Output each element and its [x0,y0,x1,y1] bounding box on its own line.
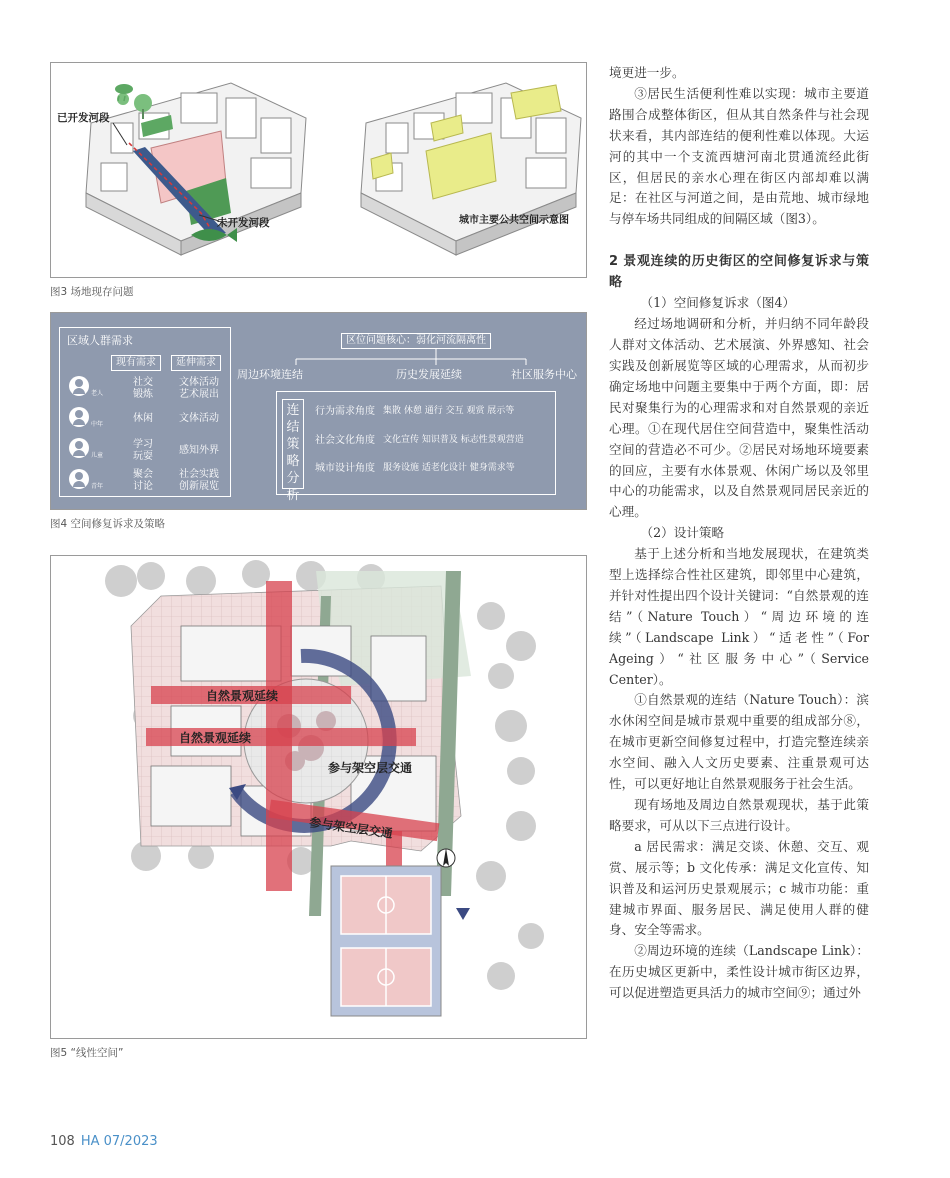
fig4-row2-age: 中年 [91,421,104,428]
paragraph-5: 现有场地及周边自然景观现状，基于此策略要求，可从以下三点进行设计。 [609,797,869,833]
paragraph-2: 经过场地调研和分析，并归纳不同年龄段人群对文体活动、艺术展演、外界感知、社会实践及创新展览等区域的心理需求，从而初步确定场地中问题主要集中于两个方面，即：居民对聚集行为的心理需求和对自然景观的亲近心理。①在现代居住空间营造中，聚集性活动空间的营造必不可少。②居民对场地环境要素的回应，主要有水体景观、休闲广场以及邻里中心的功能需求，以及自然景观同居民亲近的心理。 [609,316,869,520]
fig4-core-title: 区位问题核心：弱化河流隔离性 [341,333,491,349]
fig4-row1-age: 老人 [91,390,104,397]
fig5-label-elevated-1: 参与架空层交通 [328,761,413,775]
page-footer [50,1134,158,1149]
fig5-label-nature-1: 自然景观延续 [206,689,279,703]
figure-4 [50,312,587,510]
fig3-illustration [51,63,587,278]
fig3-label-undeveloped: 未开发河段 [217,217,270,229]
fig3-label-public-space: 城市主要公共空间示意图 [459,215,569,226]
fig4-strategy-2-items: 文化宣传 知识普及 标志性景观营造 [383,435,524,445]
fig4-row4-age: 青年 [91,483,104,490]
fig4-branch-2: 历史发展延续 [396,368,462,381]
figure-5 [50,555,587,1039]
journal-issue: HA 07/2023 [80,1134,158,1149]
fig3-left-block [86,83,306,255]
subsection-1-heading: （1）空间修复诉求（图4） [640,295,796,311]
fig5-label-elevated-2: 参与架空层交通 [308,815,394,841]
fig5-label-nature-2: 自然景观延续 [179,731,252,745]
paragraph-6: a 居民需求：满足交谈、休憩、交互、观赏、展示等；b 文化传承：满足文化宣传、知识普及和运河历史景观展示；c 城市功能：重建城市界面、服务居民、满足使用人群的健身、安全等需求。 [609,838,869,938]
fig4-row3-age: 儿童 [91,452,104,459]
fig5-plan [51,556,587,1039]
subsection-2-heading: （2）设计策略 [640,525,725,541]
fig4-row3-extended: 感知外界 [179,445,219,456]
fig4-branch-1: 周边环境连结 [237,368,303,381]
section-2-heading: 2 景观连续的历史街区的空间修复诉求与策略 [609,254,869,291]
figure-3 [50,62,587,278]
fig4-row4-extended: 社会实践 创新展览 [179,469,219,492]
fig4-col-extended: 延伸需求 [171,355,221,371]
fig4-strategy-1-angle: 行为需求角度 [315,406,375,417]
fig3-caption: 图3 场地现存问题 [50,286,134,298]
fig4-row1-extended: 文体活动 艺术展出 [179,377,219,400]
fig5-caption: 图5 “线性空间” [50,1047,124,1059]
paragraph-4: ①自然景观的连结（Nature Touch）：滨水休闲空间是城市景观中重要的组成部分⑧，在城市更新空间修复过程中，打造完整连续亲水空间、融入人文历史要素、注重景观可达性，可以更好地让自然景观服务于社会生活。 [609,692,869,792]
fig3-label-developed: 已开发河段 [57,112,110,124]
fig4-strategy-2-angle: 社会文化角度 [315,435,375,446]
fig4-strategy-1-items: 集散 休憩 通行 交互 观赏 展示等 [383,406,515,416]
paragraph-1: ③居民生活便利性难以实现：城市主要道路围合成整体街区，但从其自然条件与社会现状来看，其内部连结的便利性难以体现。大运河的其中一个支流西塘河南北贯通流经此街区，但居民的亲水心理在街区内部却难以满足：在社区与河道之间，是由荒地、城市绿地与停车场共同组成的间隔区域（图3）。 [609,85,869,227]
fig4-strategy-label: 连结策略分析 [286,403,300,503]
fig4-row2-extended: 文体活动 [179,413,219,424]
fig4-caption: 图4 空间修复诉求及策略 [50,518,166,530]
fig4-row4-current: 聚会 讨论 [133,469,153,492]
fig4-branch-3: 社区服务中心 [511,368,577,381]
fig4-strategy-3-angle: 城市设计角度 [315,463,375,474]
paragraph-3: 基于上述分析和当地发展现状，在建筑类型上选择综合性社区建筑，即邻里中心建筑，并针对性提出四个设计关键词：“自然景观的连结”（Nature Touch）“周边环境的连续”（Landscape Link）“适老性”（For Ageing）“社区服务中心”（Service Center）。 [609,546,869,687]
fig4-row3-current: 学习 玩耍 [133,439,153,462]
fig4-strategy-3-items: 服务设施 适老化设计 健身需求等 [383,463,515,473]
fig3-right-block [361,83,581,255]
fig4-left-title: 区域人群需求 [67,334,133,347]
page-number: 108 [50,1134,75,1149]
fig4-col-current: 现有需求 [111,355,161,371]
paragraph-0: 境更进一步。 [609,65,685,80]
paragraph-7: ②周边环境的连续（Landscape Link）：在历史城区更新中，柔性设计城市街区边界，可以促进塑造更具活力的城市空间⑨；通过外 [609,943,869,1001]
body-text-column [609,63,869,1004]
fig4-row2-current: 休闲 [133,413,153,424]
fig4-row1-current: 社交 锻炼 [133,377,153,400]
